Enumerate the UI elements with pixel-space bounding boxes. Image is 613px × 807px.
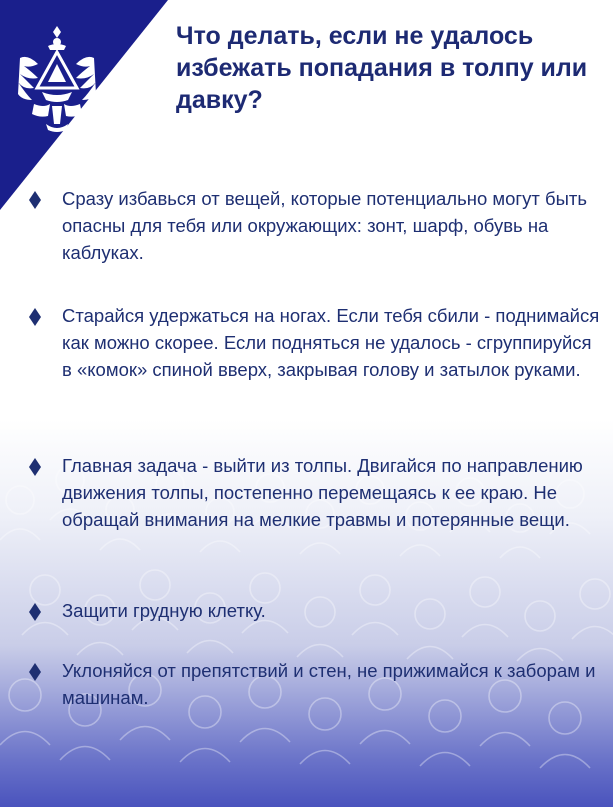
diamond-bullet-icon xyxy=(28,458,42,476)
tip-text: Главная задача - выйти из толпы. Двигайся по направлению движения толпы, постепенно перемещаясь к ее краю. Не обращай внимания на мелкие травмы и потерянные вещи. xyxy=(62,455,583,530)
list-item xyxy=(62,302,602,383)
list-item xyxy=(62,657,602,711)
tip-text: Защити грудную клетку. xyxy=(62,600,266,621)
page-title: Что делать, если не удалось избежать попадания в толпу или давку? xyxy=(176,22,588,114)
mchs-emblem-icon xyxy=(14,24,100,134)
list-item xyxy=(62,185,602,266)
tip-text: Старайся удержаться на ногах. Если тебя сбили - поднимайся как можно скорее. Если подняться не удалось - сгруппируйся в «комок» спиной вверх, закрывая голову и затылок руками. xyxy=(62,305,600,380)
list-item xyxy=(62,597,602,624)
list-item xyxy=(62,452,602,533)
tip-text: Сразу избавься от вещей, которые потенциально могут быть опасны для тебя или окружающих: зонт, шарф, обувь на каблуках. xyxy=(62,188,588,263)
diamond-bullet-icon xyxy=(28,663,42,681)
diamond-bullet-icon xyxy=(28,191,42,209)
diamond-bullet-icon xyxy=(28,603,42,621)
tip-text: Уклоняйся от препятствий и стен, не прижимайся к заборам и машинам. xyxy=(62,660,596,708)
diamond-bullet-icon xyxy=(28,308,42,326)
